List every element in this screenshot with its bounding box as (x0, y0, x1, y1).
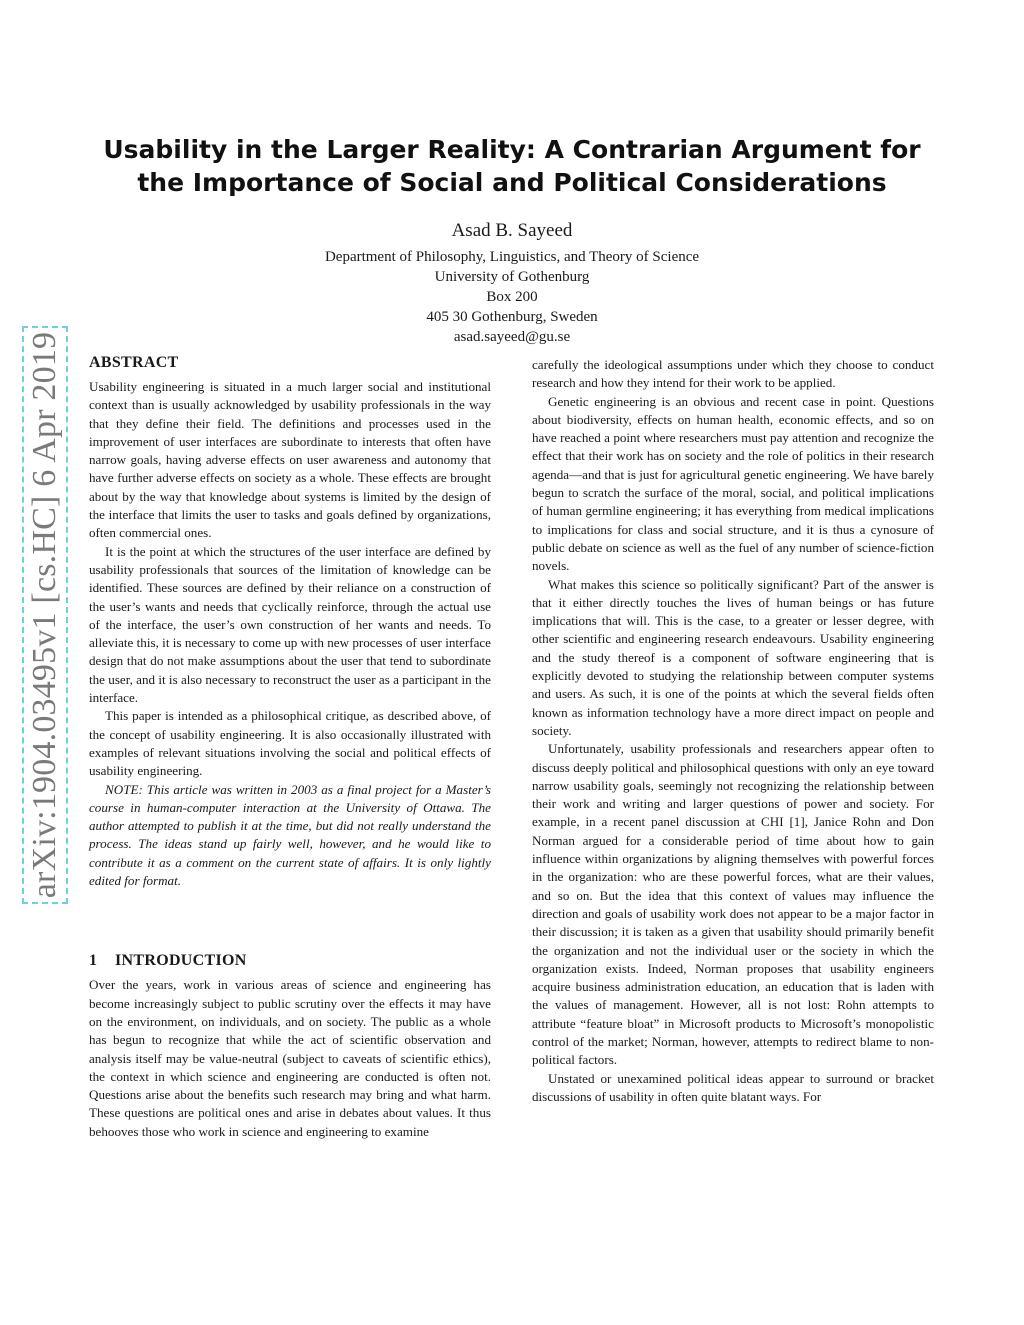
section-number: 1 (89, 952, 98, 970)
left-column (89, 352, 491, 1141)
abstract-paragraph: This paper is intended as a philosophical critique, as described above, of the concept of usability engineering. It is also occasionally illustrated with examples of relevant situations involving the social and political effects of usability engineering. (89, 708, 491, 779)
author-box: Box 200 (486, 289, 538, 305)
arxiv-identifier-text: arXiv:1904.03495v1 [cs.HC] 6 Apr 2019 (26, 331, 63, 899)
introduction-paragraph: Over the years, work in various areas of science and engineering has become increasingly subject to public scrutiny over the effects it may have on the environment, on individuals, and on society. The public as a whole has begun to recognize that while the act of scientific observation and analysis itself may be value-neutral (subject to caveats of scientific ethics), the context in which science and engineering are conducted is often not. Questions arise about the benefits such research may bring and what harm. These questions are political ones and arise in debates about values. It thus behooves those who work in science and engineering to examine (89, 977, 491, 1139)
section-title: INTRODUCTION (115, 952, 247, 970)
introduction-paragraph: Genetic engineering is an obvious and recent case in point. Questions about biodiversity, effects on human health, economic effects, and so on have reached a point where researchers must pay attention and recognize the effect that their work has on society and the role of politics in their research agenda—and that is just for agricultural genetic engineering. We have barely begun to scratch the surface of the moral, social, and political implications of human germline engineering; it has everything from medical implications to implications for class and social structure, and it is thus a cynosure of public debate on science as well as the fuel of any number of science-fiction novels. (532, 393, 934, 574)
abstract-paragraph: It is the point at which the structures of the user interface are defined by usability professionals that sources of the limitation of knowledge can be identified. These sources are defined by their reliance on a construction of the user’s wants and needs that cyclically reinforce, through the actual use of the interface, the user’s own construction of her wants and needs. To alleviate this, it is necessary to come up with new processes of user interface design that do not make assumptions about the user that tend to subordinate the user, and it is also necessary to reconstruct the user as a participant in the interface. (89, 543, 491, 706)
arxiv-identifier-stamp (22, 326, 68, 904)
introduction-paragraph: Unfortunately, usability professionals and researchers appear often to discuss deeply political and philosophical questions with only an eye toward narrow usability goals, seemingly not recognizing the relationship between their work and writing and larger questions of power and society. For example, in a recent panel discussion at CHI [1], Janice Rohn and Don Norman argued for a considerable period of time about how to gain influence within organizations by aligning themselves with powerful forces in the organization: who are these powerful forces, what are their values, and so on. But the idea that this context of values may influence the direction and goals of usability work does not appear to be a major factor in their discussion; it is taken as a given that usability should primarily benefit the organization and not the individual user or the society in which the organization exists. Indeed, Norman proposes that usability engineers acquire business administration education, an education that is laden with the values of management. However, all is not lost: Rohn attempts to attribute “feature bloat” in Microsoft products to Microsoft’s monopolistic control of the market; Norman, however, attempts to redirect blame to non-political factors. (532, 741, 934, 1068)
author-university: University of Gothenburg (434, 269, 590, 285)
abstract-heading: ABSTRACT (89, 354, 179, 371)
author-email: asad.sayeed@gu.se (453, 329, 571, 345)
right-column (532, 356, 934, 1106)
introduction-paragraph: What makes this science so politically significant? Part of the answer is that it either directly touches the lives of human beings or has future implications that will. This is the case, to a greater or lesser degree, with other scientific and engineering research endeavours. Usability engineering and the study thereof is a component of software engineering that is explicitly devoted to studying the relationship between computer systems and users. As such, it is one of the points at which the several fields often known as information technology have a more direct impact on people and society. (532, 576, 934, 738)
paper-title: Usability in the Larger Reality: A Contrarian Argument for the Importance of Social and Political Considerations (103, 135, 921, 197)
abstract-paragraph: Usability engineering is situated in a much larger social and institutional context than is usually acknowledged by usability professionals in the way that they define their field. The definitions and processes used in the improvement of user interfaces are subordinate to interests that often have narrow goals, having adverse effects on user awareness and autonomy that have further adverse effects on society as a whole. These effects are brought about by the way that knowledge about systems is limited by the design of the interface that limits the user to tasks and goals defined by organizations, often commercial ones. (89, 379, 491, 541)
author-department: Department of Philosophy, Linguistics, and Theory of Science (324, 249, 700, 265)
author-name: Asad B. Sayeed (451, 220, 573, 241)
author-city: 405 30 Gothenburg, Sweden (426, 309, 598, 325)
introduction-heading (89, 950, 491, 972)
author-block (200, 219, 824, 347)
abstract-note: NOTE: This article was written in 2003 as a final project for a Master’s course in human-computer interaction at the University of Ottawa. The author attempted to publish it at the time, but did not really understand the process. The ideas stand up fairly well, however, and he would like to contribute it as a comment on the current state of affairs. It is only lightly edited for format. (89, 781, 491, 889)
introduction-paragraph: Unstated or unexamined political ideas appear to surround or bracket discussions of usability in often quite blatant ways. For (532, 1070, 934, 1104)
introduction-paragraph: carefully the ideological assumptions under which they choose to conduct research and how they intend for their work to be applied. (532, 357, 934, 391)
